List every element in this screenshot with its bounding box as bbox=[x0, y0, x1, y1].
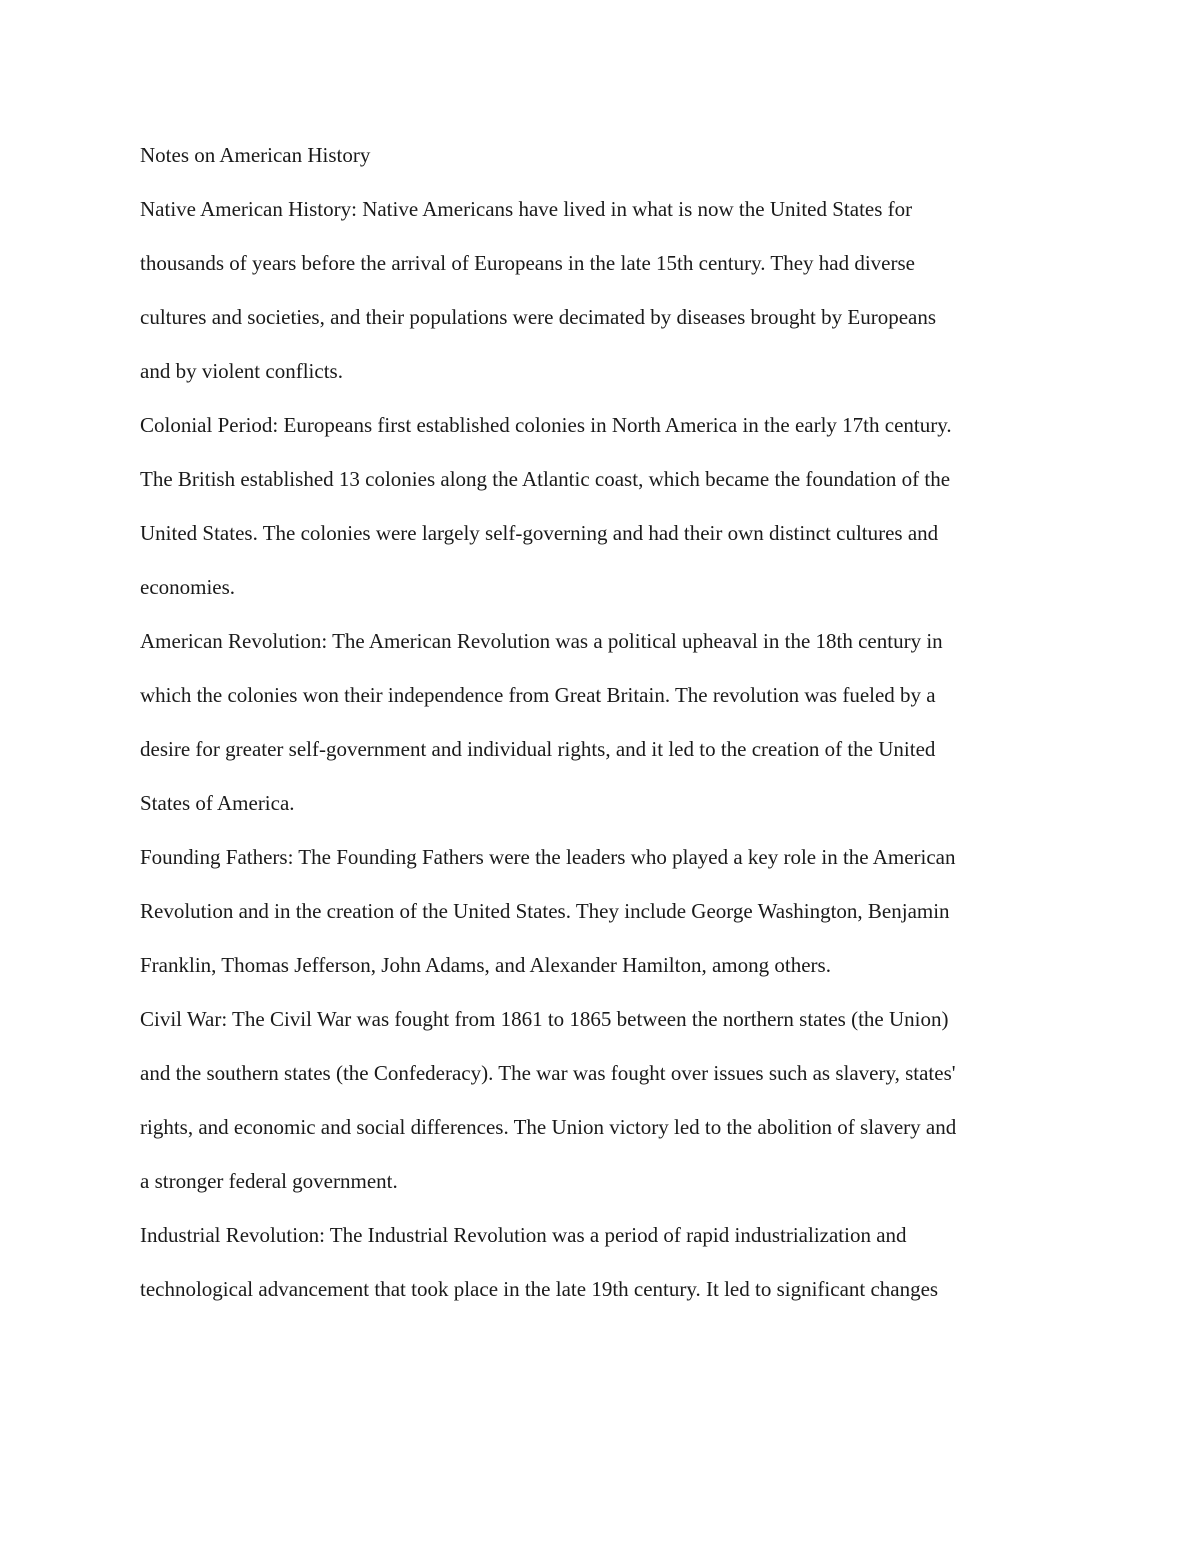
paragraph-line: a stronger federal government. bbox=[140, 1169, 398, 1193]
paragraph-native-american-history bbox=[140, 182, 1065, 398]
paragraph-line: and the southern states (the Confederacy). The war was fought over issues such as slavery, states' bbox=[140, 1061, 956, 1085]
paragraph-line: technological advancement that took place in the late 19th century. It led to significant changes bbox=[140, 1277, 939, 1301]
paragraph-colonial-period bbox=[140, 398, 1065, 614]
paragraph-line: American Revolution: The American Revolution was a political upheaval in the 18th century in bbox=[140, 629, 943, 653]
paragraph-line: The British established 13 colonies along the Atlantic coast, which became the foundation of the bbox=[140, 467, 951, 491]
paragraph-line: cultures and societies, and their populations were decimated by diseases brought by Europeans bbox=[140, 305, 937, 329]
paragraph-line: desire for greater self-government and individual rights, and it led to the creation of the United bbox=[140, 737, 936, 761]
paragraph-line: economies. bbox=[140, 575, 236, 599]
paragraph-industrial-revolution bbox=[140, 1208, 1065, 1316]
paragraph-line: thousands of years before the arrival of Europeans in the late 15th century. They had diverse bbox=[140, 251, 915, 275]
paragraph-civil-war bbox=[140, 992, 1065, 1208]
paragraph-line: Civil War: The Civil War was fought from 1861 to 1865 between the northern states (the Union) bbox=[140, 1007, 949, 1031]
paragraph-line: Revolution and in the creation of the United States. They include George Washington, Benjamin bbox=[140, 899, 950, 923]
paragraph-line: United States. The colonies were largely self-governing and had their own distinct cultures and bbox=[140, 521, 939, 545]
paragraph-line: States of America. bbox=[140, 791, 295, 815]
paragraph-line: which the colonies won their independence from Great Britain. The revolution was fueled by a bbox=[140, 683, 936, 707]
paragraph-line: Founding Fathers: The Founding Fathers were the leaders who played a key role in the American bbox=[140, 845, 956, 869]
document-title: Notes on American History bbox=[140, 143, 371, 167]
paragraph-line: Colonial Period: Europeans first established colonies in North America in the early 17th century. bbox=[140, 413, 952, 437]
paragraph-line: Industrial Revolution: The Industrial Revolution was a period of rapid industrialization and bbox=[140, 1223, 907, 1247]
paragraph-line: Franklin, Thomas Jefferson, John Adams, and Alexander Hamilton, among others. bbox=[140, 953, 831, 977]
paragraph-american-revolution bbox=[140, 614, 1065, 830]
document-body bbox=[140, 128, 1065, 1316]
paragraph-line: and by violent conflicts. bbox=[140, 359, 343, 383]
paragraph-founding-fathers bbox=[140, 830, 1065, 992]
paragraph-line: rights, and economic and social differences. The Union victory led to the abolition of slavery and bbox=[140, 1115, 957, 1139]
paragraph-line: Native American History: Native Americans have lived in what is now the United States for bbox=[140, 197, 913, 221]
